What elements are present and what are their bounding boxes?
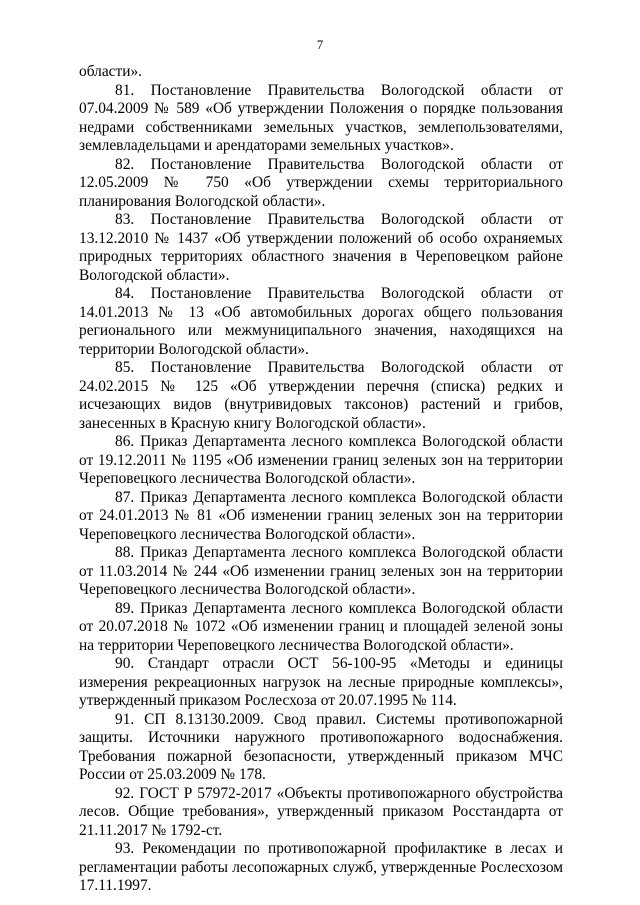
list-item-84: 84. Постановление Правительства Вологодской области от 14.01.2013 № 13 «Об автомобильных дорогах общего пользования регионального или межмуниципального значения, находящихся на территории Вологодской области». <box>79 285 563 358</box>
list-item-81: 81. Постановление Правительства Вологодской области от 07.04.2009 № 589 «Об утверждении Положения о порядке пользования недрами собственниками земельных участков, землепользователями, землевладельцами и арендаторами земельных участков». <box>79 81 563 154</box>
list-item-85: 85. Постановление Правительства Вологодской области от 24.02.2015 № 125 «Об утверждении перечня (списка) редких и исчезающих видов (внутривидовых таксонов) растений и грибов, занесенных в Красную книгу Вологодской области». <box>79 359 563 432</box>
list-item-89: 89. Приказ Департамента лесного комплекса Вологодской области от 20.07.2018 № 1072 «Об изменении границ и площадей зеленой зоны на территории Череповецкого лесничества Вологодской области». <box>79 599 563 654</box>
document-body <box>79 63 563 896</box>
list-item-91: 91. СП 8.13130.2009. Свод правил. Системы противопожарной защиты. Источники наружного противопожарного водоснабжения. Требования пожарной безопасности, утвержденный приказом МЧС России от 25.03.2009 № 178. <box>79 710 563 783</box>
continued-text: области». <box>79 63 142 80</box>
list-item-86: 86. Приказ Департамента лесного комплекса Вологодской области от 19.12.2011 № 1195 «Об изменении границ зеленых зон на территории Череповецкого лесничества Вологодской области». <box>79 433 563 487</box>
page-number: 7 <box>316 38 324 52</box>
list-item-88: 88. Приказ Департамента лесного комплекса Вологодской области от 11.03.2014 № 244 «Об изменении границ зеленых зон на территории Череповецкого лесничества Вологодской области». <box>79 544 563 598</box>
list-item-87: 87. Приказ Департамента лесного комплекса Вологодской области от 24.01.2013 № 81 «Об изменении границ зеленых зон на территории Череповецкого лесничества Вологодской области». <box>79 488 563 543</box>
list-item-90: 90. Стандарт отрасли ОСТ 56-100-95 «Методы и единицы измерения рекреационных нагрузок на лесные природные комплексы», утвержденный приказом Рослесхоза от 20.07.1995 № 114. <box>79 655 563 709</box>
list-item-93: 93. Рекомендации по противопожарной профилактике в лесах и регламентации работы лесопожарных служб, утвержденные Рослесхозом 17.11.1997. <box>79 840 563 894</box>
list-item-82: 82. Постановление Правительства Вологодской области от 12.05.2009 № 750 «Об утверждении схемы территориального планирования Вологодской области». <box>79 155 563 210</box>
list-item-92: 92. ГОСТ Р 57972-2017 «Объекты противопожарного обустройства лесов. Общие требования», утвержденный приказом Росстандарта от 21.11.2017 № 1792-ст. <box>79 784 563 839</box>
list-item-83: 83. Постановление Правительства Вологодской области от 13.12.2010 № 1437 «Об утверждении положений об особо охраняемых природных территориях областного значения в Череповецком районе Вологодской области». <box>79 211 563 284</box>
